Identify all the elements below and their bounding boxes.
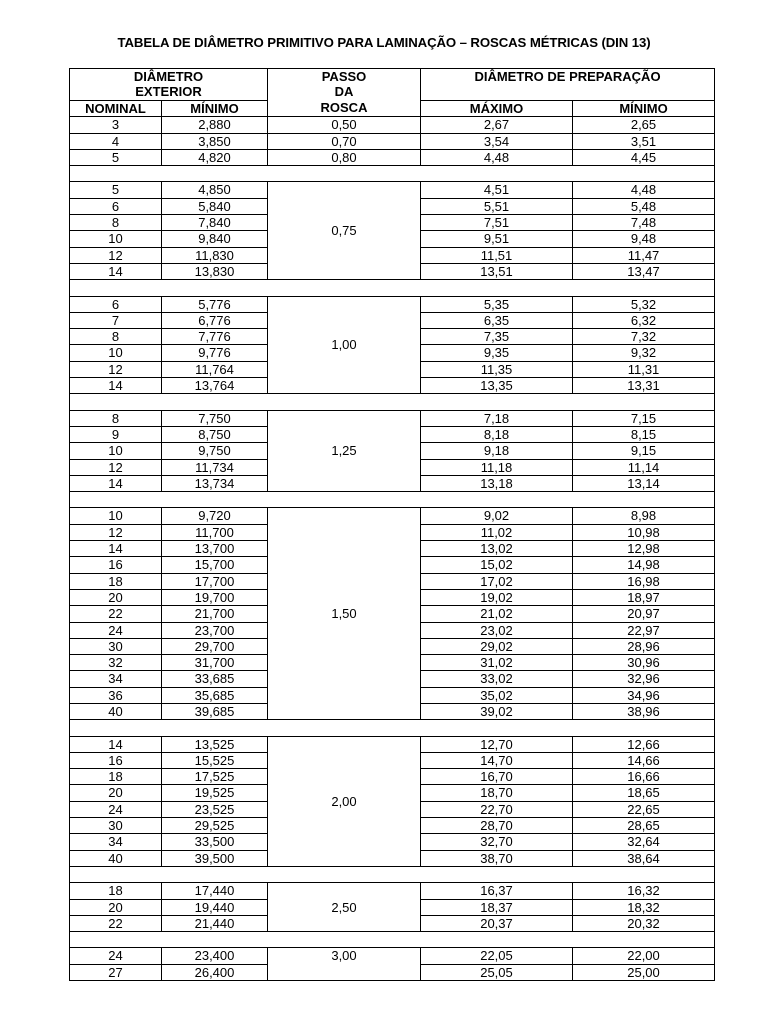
cell-maximo: 7,35 (421, 329, 573, 345)
cell-nominal: 34 (70, 834, 162, 850)
page-title: TABELA DE DIÂMETRO PRIMITIVO PARA LAMINAÇÃO – ROSCAS MÉTRICAS (DIN 13) (117, 35, 651, 50)
cell-minimo-exterior: 29,525 (162, 818, 268, 834)
cell-maximo: 12,70 (421, 736, 573, 752)
cell-minimo-preparacao: 8,15 (573, 426, 715, 442)
cell-nominal: 40 (70, 850, 162, 866)
cell-passo-merged: 1,25 (268, 410, 421, 491)
cell-maximo: 7,18 (421, 410, 573, 426)
cell-minimo-exterior: 31,700 (162, 655, 268, 671)
cell-nominal: 36 (70, 687, 162, 703)
cell-minimo-preparacao: 20,32 (573, 915, 715, 931)
cell-minimo-preparacao: 7,32 (573, 329, 715, 345)
table-row (70, 410, 715, 426)
cell-minimo-preparacao: 32,96 (573, 671, 715, 687)
cell-minimo-preparacao: 9,48 (573, 231, 715, 247)
cell-maximo: 31,02 (421, 655, 573, 671)
cell-maximo: 18,70 (421, 785, 573, 801)
cell-nominal: 16 (70, 752, 162, 768)
cell-nominal: 6 (70, 296, 162, 312)
cell-minimo-exterior: 7,840 (162, 215, 268, 231)
table-row (70, 736, 715, 752)
cell-nominal: 14 (70, 736, 162, 752)
cell-minimo-exterior: 13,525 (162, 736, 268, 752)
cell-minimo-preparacao: 14,66 (573, 752, 715, 768)
cell-nominal: 18 (70, 769, 162, 785)
header-nominal: NOMINAL (70, 101, 162, 117)
cell-maximo: 9,51 (421, 231, 573, 247)
cell-nominal: 5 (70, 149, 162, 165)
cell-nominal: 20 (70, 785, 162, 801)
cell-nominal: 10 (70, 231, 162, 247)
cell-maximo: 20,37 (421, 915, 573, 931)
cell-nominal: 8 (70, 410, 162, 426)
cell-minimo-exterior: 17,525 (162, 769, 268, 785)
cell-minimo-preparacao: 14,98 (573, 557, 715, 573)
cell-minimo-exterior: 2,880 (162, 117, 268, 133)
cell-minimo-exterior: 23,700 (162, 622, 268, 638)
cell-minimo-exterior: 17,700 (162, 573, 268, 589)
cell-nominal: 20 (70, 589, 162, 605)
cell-maximo: 21,02 (421, 606, 573, 622)
cell-nominal: 3 (70, 117, 162, 133)
table-row (70, 948, 715, 964)
cell-minimo-preparacao: 6,32 (573, 312, 715, 328)
cell-minimo-exterior: 3,850 (162, 133, 268, 149)
cell-maximo: 32,70 (421, 834, 573, 850)
cell-minimo-preparacao: 30,96 (573, 655, 715, 671)
cell-maximo: 39,02 (421, 703, 573, 719)
cell-nominal: 12 (70, 361, 162, 377)
cell-minimo-preparacao: 12,66 (573, 736, 715, 752)
cell-nominal: 10 (70, 443, 162, 459)
table-row (70, 296, 715, 312)
table-row (70, 133, 715, 149)
header-minimo-exterior: MÍNIMO (162, 101, 268, 117)
cell-passo-merged: 2,00 (268, 736, 421, 866)
header-passo-line1: PASSO (321, 69, 367, 84)
group-spacer-row (70, 394, 715, 410)
cell-minimo-exterior: 4,850 (162, 182, 268, 198)
cell-minimo-preparacao: 22,00 (573, 948, 715, 964)
thread-table (69, 68, 715, 981)
cell-minimo-exterior: 11,764 (162, 361, 268, 377)
group-spacer-row (70, 932, 715, 948)
cell-minimo-preparacao: 5,48 (573, 198, 715, 214)
cell-maximo: 13,51 (421, 263, 573, 279)
cell-maximo: 22,70 (421, 801, 573, 817)
cell-passo-merged: 2,50 (268, 883, 421, 932)
group-spacer-row (70, 166, 715, 182)
cell-minimo-exterior: 33,685 (162, 671, 268, 687)
cell-minimo-preparacao: 13,31 (573, 378, 715, 394)
cell-nominal: 24 (70, 801, 162, 817)
cell-minimo-exterior: 6,776 (162, 312, 268, 328)
cell-minimo-preparacao: 38,64 (573, 850, 715, 866)
cell-passo: 0,80 (268, 149, 421, 165)
cell-nominal: 14 (70, 541, 162, 557)
cell-minimo-preparacao: 28,96 (573, 638, 715, 654)
cell-minimo-preparacao: 16,66 (573, 769, 715, 785)
cell-nominal: 40 (70, 703, 162, 719)
cell-maximo: 11,35 (421, 361, 573, 377)
cell-maximo: 4,48 (421, 149, 573, 165)
cell-maximo: 29,02 (421, 638, 573, 654)
cell-minimo-exterior: 39,685 (162, 703, 268, 719)
cell-minimo-preparacao: 11,14 (573, 459, 715, 475)
cell-minimo-exterior: 7,750 (162, 410, 268, 426)
cell-minimo-exterior: 9,720 (162, 508, 268, 524)
cell-minimo-exterior: 15,700 (162, 557, 268, 573)
cell-minimo-preparacao: 7,15 (573, 410, 715, 426)
cell-minimo-preparacao: 16,32 (573, 883, 715, 899)
cell-maximo: 5,35 (421, 296, 573, 312)
cell-nominal: 12 (70, 247, 162, 263)
cell-maximo: 18,37 (421, 899, 573, 915)
cell-maximo: 11,02 (421, 524, 573, 540)
cell-minimo-preparacao: 18,97 (573, 589, 715, 605)
group-spacer-cell (70, 166, 715, 182)
cell-passo-merged: 1,00 (268, 296, 421, 394)
cell-nominal: 14 (70, 263, 162, 279)
header-maximo: MÁXIMO (421, 101, 573, 117)
cell-nominal: 9 (70, 426, 162, 442)
cell-nominal: 24 (70, 622, 162, 638)
cell-minimo-exterior: 11,734 (162, 459, 268, 475)
cell-nominal: 10 (70, 508, 162, 524)
cell-passo-merged: 3,00 (268, 948, 421, 981)
cell-nominal: 30 (70, 638, 162, 654)
cell-minimo-exterior: 13,700 (162, 541, 268, 557)
cell-minimo-preparacao: 20,97 (573, 606, 715, 622)
cell-minimo-exterior: 29,700 (162, 638, 268, 654)
cell-minimo-preparacao: 16,98 (573, 573, 715, 589)
cell-minimo-preparacao: 9,32 (573, 345, 715, 361)
group-spacer-row (70, 866, 715, 882)
cell-passo: 0,50 (268, 117, 421, 133)
cell-nominal: 30 (70, 818, 162, 834)
group-spacer-row (70, 720, 715, 736)
header-diametro-preparacao: DIÂMETRO DE PREPARAÇÃO (421, 69, 715, 101)
cell-minimo-exterior: 21,700 (162, 606, 268, 622)
header-diametro-exterior-line1: DIÂMETRO (133, 69, 204, 84)
cell-minimo-exterior: 13,830 (162, 263, 268, 279)
cell-minimo-preparacao: 7,48 (573, 215, 715, 231)
cell-minimo-preparacao: 25,00 (573, 964, 715, 980)
cell-minimo-preparacao: 13,14 (573, 475, 715, 491)
cell-nominal: 8 (70, 215, 162, 231)
cell-minimo-exterior: 19,440 (162, 899, 268, 915)
cell-maximo: 17,02 (421, 573, 573, 589)
cell-passo-merged: 1,50 (268, 508, 421, 720)
cell-minimo-exterior: 26,400 (162, 964, 268, 980)
group-spacer-cell (70, 866, 715, 882)
cell-maximo: 35,02 (421, 687, 573, 703)
cell-minimo-exterior: 11,830 (162, 247, 268, 263)
cell-minimo-preparacao: 22,65 (573, 801, 715, 817)
cell-minimo-exterior: 7,776 (162, 329, 268, 345)
cell-nominal: 34 (70, 671, 162, 687)
cell-nominal: 7 (70, 312, 162, 328)
cell-passo-merged: 0,75 (268, 182, 421, 280)
cell-nominal: 5 (70, 182, 162, 198)
cell-maximo: 5,51 (421, 198, 573, 214)
cell-nominal: 22 (70, 915, 162, 931)
cell-nominal: 18 (70, 883, 162, 899)
cell-minimo-preparacao: 38,96 (573, 703, 715, 719)
cell-maximo: 38,70 (421, 850, 573, 866)
cell-minimo-exterior: 5,840 (162, 198, 268, 214)
header-row (70, 69, 715, 101)
cell-nominal: 27 (70, 964, 162, 980)
cell-nominal: 6 (70, 198, 162, 214)
cell-minimo-exterior: 9,750 (162, 443, 268, 459)
table-body (70, 117, 715, 981)
cell-minimo-preparacao: 5,32 (573, 296, 715, 312)
group-spacer-row (70, 492, 715, 508)
cell-minimo-preparacao: 9,15 (573, 443, 715, 459)
cell-minimo-preparacao: 10,98 (573, 524, 715, 540)
cell-maximo: 8,18 (421, 426, 573, 442)
cell-maximo: 25,05 (421, 964, 573, 980)
cell-nominal: 4 (70, 133, 162, 149)
cell-maximo: 19,02 (421, 589, 573, 605)
header-minimo-preparacao: MÍNIMO (573, 101, 715, 117)
cell-minimo-exterior: 5,776 (162, 296, 268, 312)
group-spacer-cell (70, 492, 715, 508)
cell-minimo-exterior: 8,750 (162, 426, 268, 442)
cell-minimo-exterior: 4,820 (162, 149, 268, 165)
header-passo-rosca (268, 69, 421, 117)
cell-maximo: 9,02 (421, 508, 573, 524)
cell-minimo-preparacao: 4,48 (573, 182, 715, 198)
cell-minimo-exterior: 13,764 (162, 378, 268, 394)
cell-maximo: 22,05 (421, 948, 573, 964)
cell-nominal: 14 (70, 378, 162, 394)
cell-minimo-exterior: 19,700 (162, 589, 268, 605)
cell-maximo: 16,70 (421, 769, 573, 785)
cell-minimo-exterior: 35,685 (162, 687, 268, 703)
cell-maximo: 13,18 (421, 475, 573, 491)
cell-maximo: 11,51 (421, 247, 573, 263)
cell-minimo-preparacao: 2,65 (573, 117, 715, 133)
cell-minimo-exterior: 9,776 (162, 345, 268, 361)
cell-nominal: 14 (70, 475, 162, 491)
table-row (70, 883, 715, 899)
cell-minimo-preparacao: 28,65 (573, 818, 715, 834)
cell-minimo-exterior: 39,500 (162, 850, 268, 866)
cell-maximo: 6,35 (421, 312, 573, 328)
cell-nominal: 22 (70, 606, 162, 622)
cell-minimo-preparacao: 11,31 (573, 361, 715, 377)
cell-nominal: 20 (70, 899, 162, 915)
group-spacer-cell (70, 280, 715, 296)
group-spacer-row (70, 280, 715, 296)
cell-nominal: 18 (70, 573, 162, 589)
cell-maximo: 2,67 (421, 117, 573, 133)
cell-maximo: 4,51 (421, 182, 573, 198)
cell-minimo-exterior: 13,734 (162, 475, 268, 491)
cell-maximo: 13,02 (421, 541, 573, 557)
cell-nominal: 32 (70, 655, 162, 671)
cell-maximo: 13,35 (421, 378, 573, 394)
cell-nominal: 12 (70, 459, 162, 475)
cell-minimo-preparacao: 3,51 (573, 133, 715, 149)
cell-minimo-preparacao: 12,98 (573, 541, 715, 557)
group-spacer-cell (70, 932, 715, 948)
cell-nominal: 8 (70, 329, 162, 345)
cell-nominal: 16 (70, 557, 162, 573)
cell-minimo-exterior: 21,440 (162, 915, 268, 931)
group-spacer-cell (70, 720, 715, 736)
table-row (70, 508, 715, 524)
cell-nominal: 24 (70, 948, 162, 964)
cell-maximo: 28,70 (421, 818, 573, 834)
cell-minimo-preparacao: 8,98 (573, 508, 715, 524)
cell-minimo-preparacao: 4,45 (573, 149, 715, 165)
cell-minimo-preparacao: 18,65 (573, 785, 715, 801)
cell-minimo-preparacao: 18,32 (573, 899, 715, 915)
cell-maximo: 15,02 (421, 557, 573, 573)
table-row (70, 149, 715, 165)
cell-minimo-preparacao: 34,96 (573, 687, 715, 703)
cell-minimo-preparacao: 11,47 (573, 247, 715, 263)
cell-minimo-exterior: 19,525 (162, 785, 268, 801)
cell-maximo: 3,54 (421, 133, 573, 149)
cell-nominal: 10 (70, 345, 162, 361)
header-diametro-exterior-line2: EXTERIOR (135, 84, 202, 100)
cell-maximo: 14,70 (421, 752, 573, 768)
cell-maximo: 9,18 (421, 443, 573, 459)
header-diametro-exterior (70, 69, 268, 101)
table-row (70, 182, 715, 198)
cell-nominal: 12 (70, 524, 162, 540)
table-row (70, 117, 715, 133)
cell-minimo-exterior: 9,840 (162, 231, 268, 247)
cell-maximo: 33,02 (421, 671, 573, 687)
cell-minimo-exterior: 11,700 (162, 524, 268, 540)
cell-minimo-preparacao: 22,97 (573, 622, 715, 638)
cell-minimo-exterior: 23,400 (162, 948, 268, 964)
cell-minimo-exterior: 17,440 (162, 883, 268, 899)
cell-minimo-preparacao: 32,64 (573, 834, 715, 850)
cell-maximo: 11,18 (421, 459, 573, 475)
cell-maximo: 9,35 (421, 345, 573, 361)
cell-maximo: 23,02 (421, 622, 573, 638)
header-passo-line3: ROSCA (320, 99, 368, 115)
cell-minimo-exterior: 23,525 (162, 801, 268, 817)
cell-minimo-preparacao: 13,47 (573, 263, 715, 279)
cell-passo: 0,70 (268, 133, 421, 149)
group-spacer-cell (70, 394, 715, 410)
cell-maximo: 16,37 (421, 883, 573, 899)
cell-minimo-exterior: 15,525 (162, 752, 268, 768)
cell-maximo: 7,51 (421, 215, 573, 231)
header-passo-line2: DA (334, 84, 354, 100)
cell-minimo-exterior: 33,500 (162, 834, 268, 850)
